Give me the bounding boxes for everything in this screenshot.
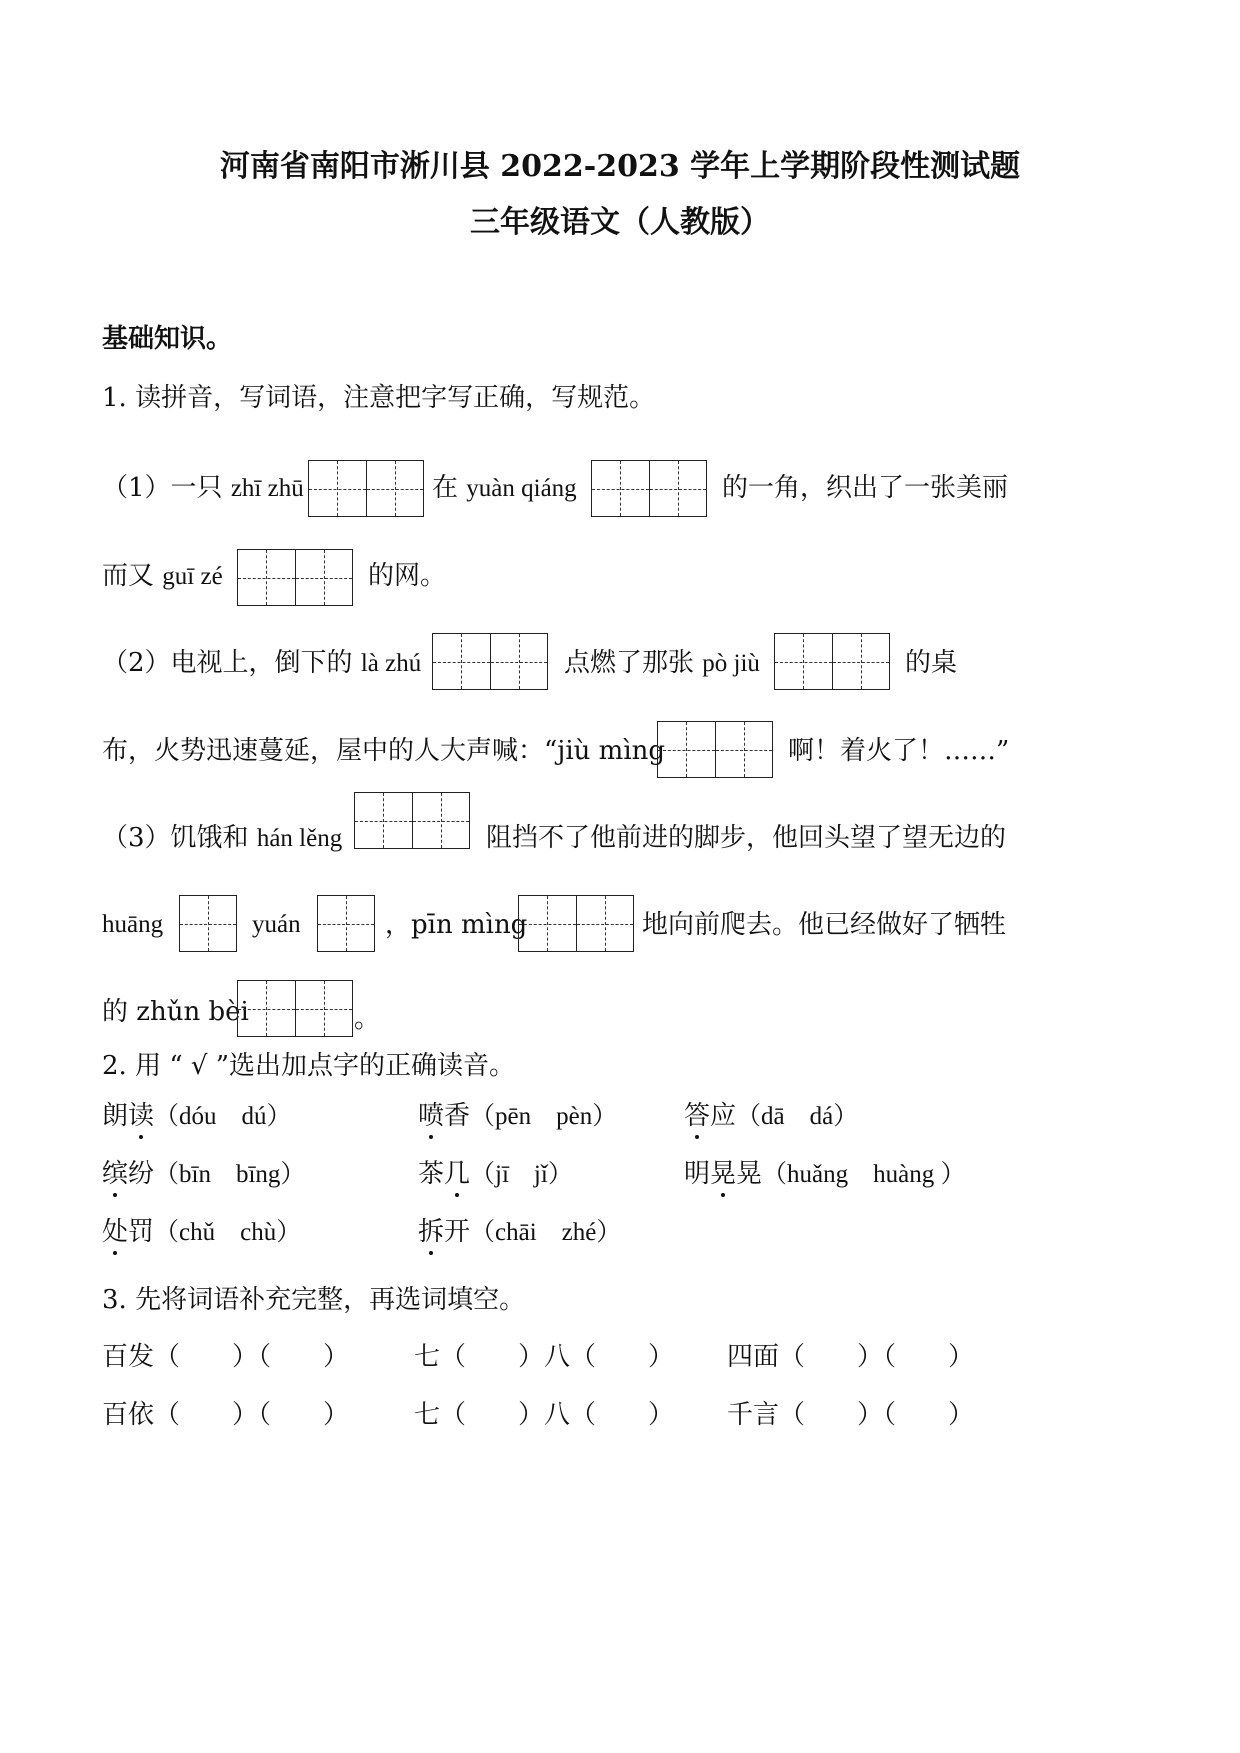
q1-s2-text: 布，火势迅速蔓延，屋中的人大声喊：“jiù mìng xyxy=(102,736,666,766)
pinyin: huāng xyxy=(102,911,164,938)
answer-grid[interactable] xyxy=(518,895,634,952)
q2-word: 缤纷 xyxy=(102,1159,155,1189)
q3-prompt: 3. 先将词语补充完整，再选词填空。 xyxy=(102,1285,526,1315)
q1-s3-text: 。 xyxy=(354,1004,381,1034)
answer-grid[interactable] xyxy=(591,460,707,517)
pinyin: hán lěng xyxy=(256,825,343,852)
q2-item xyxy=(418,1215,621,1250)
q1-s2-text: （2）电视上，倒下的 là zhú xyxy=(102,648,422,678)
q1-prompt: 1. 读拼音，写词语，注意把字写正确，写规范。 xyxy=(102,383,656,413)
pinyin: yuàn qiáng xyxy=(466,475,577,502)
q2-item xyxy=(418,1099,617,1134)
q1-s1-text: （1）一只 zhī zhū xyxy=(102,473,304,503)
answer-grid[interactable] xyxy=(237,980,353,1037)
q3-blank-item: 百依（ ）（ ） xyxy=(102,1400,350,1430)
answer-grid[interactable] xyxy=(432,633,548,690)
answer-grid[interactable] xyxy=(317,895,375,952)
q1-s3-text: 阻挡不了他前进的脚步，他回头望了望无边的 xyxy=(486,823,1007,853)
q2-item xyxy=(102,1215,301,1250)
q2-item xyxy=(684,1099,858,1134)
q1-s3-text: 地向前爬去。他已经做好了牺牲 xyxy=(642,910,1007,940)
q1-s3-text: 的 zhǔn bèi xyxy=(102,997,249,1027)
q2-options[interactable]: （chǔ chù） xyxy=(154,1219,302,1246)
q2-item xyxy=(418,1157,573,1192)
q1-s2-text: 点燃了那张 pò jiù xyxy=(564,648,760,678)
answer-grid[interactable] xyxy=(237,549,353,606)
q1-s1-text: 的网。 xyxy=(368,561,447,591)
q2-options[interactable]: （jī jǐ） xyxy=(470,1161,573,1188)
q2-word: 答应 xyxy=(684,1101,737,1131)
q3-blank-item: 四面（ ）（ ） xyxy=(727,1342,975,1372)
q1-s3-text: ，pīn mìng xyxy=(385,910,528,940)
answer-grid[interactable] xyxy=(354,792,470,849)
page-title: 河南省南阳市淅川县 2022-2023 学年上学期阶段性测试题 xyxy=(219,149,1021,184)
q2-options[interactable]: （pēn pèn） xyxy=(470,1103,618,1130)
q2-options[interactable]: （dóu dú） xyxy=(154,1103,292,1130)
answer-grid[interactable] xyxy=(774,633,890,690)
q2-item xyxy=(102,1099,292,1134)
q2-word: 茶几 xyxy=(418,1159,471,1189)
pinyin: pò jiù xyxy=(702,650,760,677)
pinyin: guī zé xyxy=(162,563,223,590)
q2-item xyxy=(102,1157,305,1192)
pinyin: là zhú xyxy=(360,650,422,677)
q1-s2-text: 啊！着火了！……” xyxy=(788,736,1010,766)
q2-word: 明晃晃 xyxy=(684,1159,763,1189)
pinyin: yuán xyxy=(252,911,301,938)
section-heading: 基础知识。 xyxy=(102,324,233,354)
q3-blank-item: 千言（ ）（ ） xyxy=(727,1400,975,1430)
q2-options[interactable]: （bīn bīng） xyxy=(154,1161,306,1188)
q1-s1-text: 的一角，织出了一张美丽 xyxy=(722,473,1009,503)
answer-grid[interactable] xyxy=(657,721,773,778)
q2-word: 朗读 xyxy=(102,1101,155,1131)
q2-word: 拆开 xyxy=(418,1217,471,1247)
q2-options[interactable]: （dā dá） xyxy=(736,1103,859,1130)
pinyin: zhī zhū xyxy=(230,475,304,502)
q2-options[interactable]: （chāi zhé） xyxy=(470,1219,622,1246)
q2-word: 喷香 xyxy=(418,1101,471,1131)
answer-grid[interactable] xyxy=(308,460,424,517)
q1-s3-text: （3）饥饿和 hán lěng xyxy=(102,823,343,853)
q3-blank-item: 七（ ）八（ ） xyxy=(414,1400,675,1430)
q1-s2-text: 的桌 xyxy=(905,648,958,678)
q2-item xyxy=(684,1157,966,1192)
q2-word: 处罚 xyxy=(102,1217,155,1247)
q3-blank-item: 七（ ）八（ ） xyxy=(414,1342,675,1372)
q3-blank-item: 百发（ ）（ ） xyxy=(102,1342,350,1372)
q1-s1-text: 而又 guī zé xyxy=(102,561,223,591)
q2-prompt: 2. 用 “ √ ”选出加点字的正确读音。 xyxy=(102,1051,516,1081)
page-subtitle: 三年级语文（人教版） xyxy=(470,205,770,240)
answer-grid[interactable] xyxy=(179,895,237,952)
q1-s1-text: 在 yuàn qiáng xyxy=(432,473,577,503)
q2-options[interactable]: （huǎng huàng ） xyxy=(762,1161,966,1188)
